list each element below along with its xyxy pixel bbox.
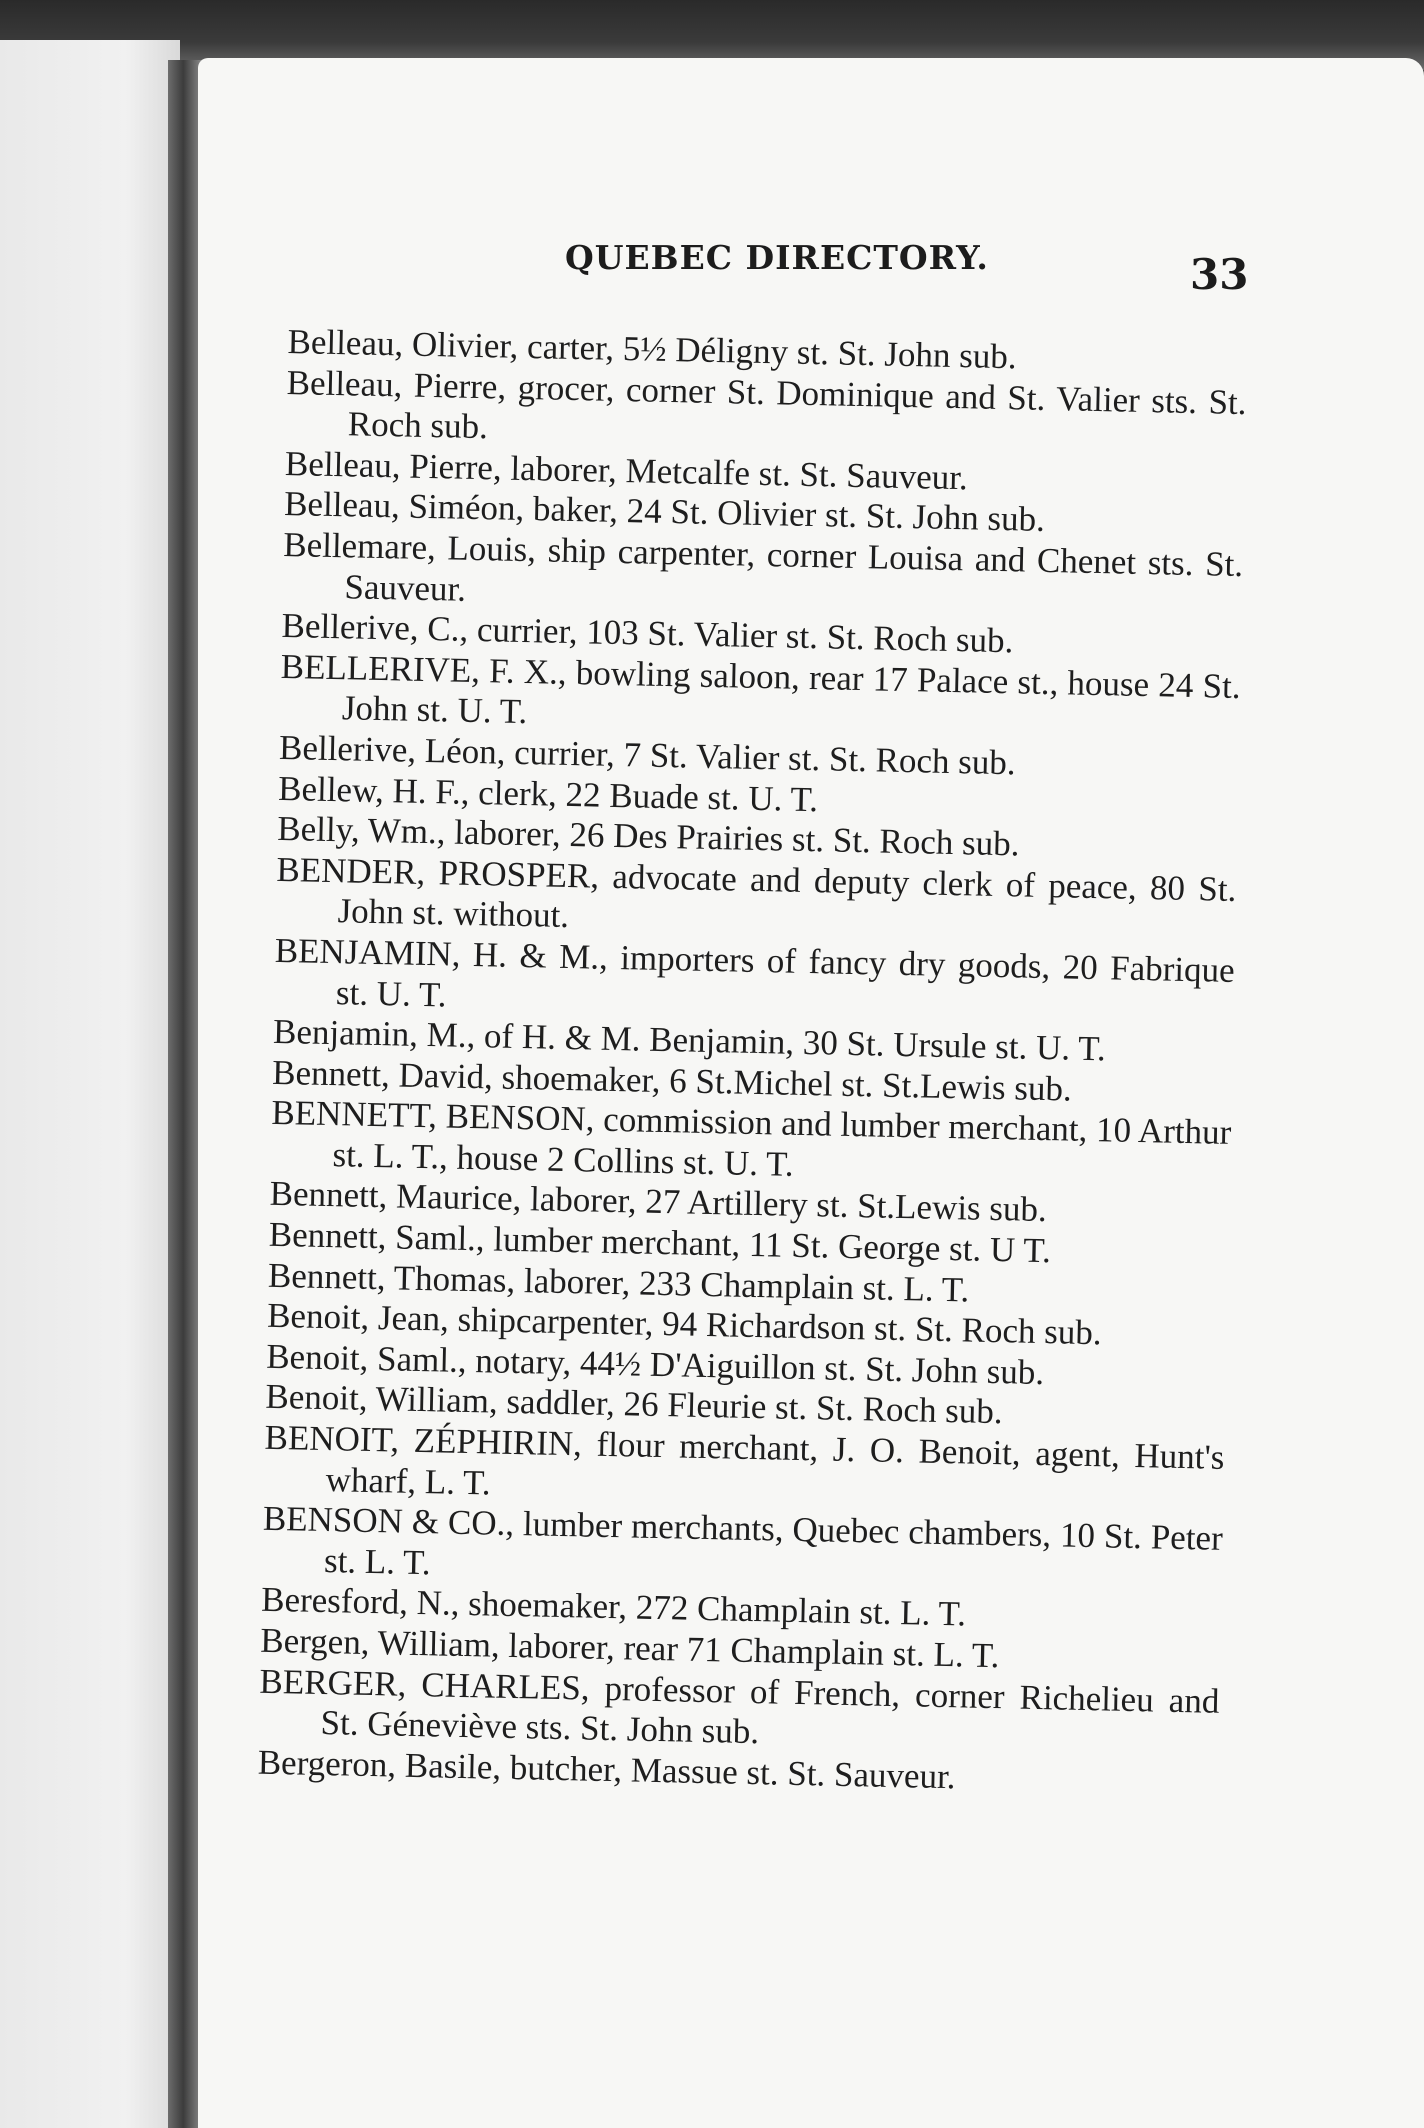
directory-entry: Bergeron, Basile, butcher, Massue st. St. Sauveur.: [257, 1742, 956, 1797]
directory-entry: Bellerive, Léon, currier, 7 St. Valier st. St. Roch sub.: [278, 727, 1017, 783]
directory-entry: Beresford, N., shoemaker, 272 Champlain st. L. T.: [260, 1580, 967, 1634]
directory-entry: Belleau, Pierre, laborer, Metcalfe st. St. Sauveur.: [284, 443, 969, 498]
directory-entry: Benoit, Saml., notary, 44½ D'Aiguillon st. St. John sub.: [265, 1336, 1045, 1392]
directory-entry: Benoit, William, saddler, 26 Fleurie st. St. Roch sub.: [265, 1377, 1004, 1432]
directory-entry: Bellemare, Louis, ship carpenter, corner Louisa and Chenet sts. St. Sauveur.: [282, 524, 1244, 609]
directory-entry: Bennett, Saml., lumber merchant, 11 St. George st. U T.: [268, 1214, 1052, 1271]
directory-entry: Benoit, Jean, shipcarpenter, 94 Richardson st. St. Roch sub.: [266, 1296, 1103, 1353]
directory-entry: BENDER, PROSPER, advocate and deputy clerk of peace, 80 St. John st. without.: [276, 849, 1237, 936]
running-header: QUEBEC DIRECTORY.: [565, 238, 989, 277]
directory-entry: Bergen, William, laborer, rear 71 Champlain st. L. T.: [259, 1620, 1000, 1676]
directory-entry: BERGER, CHARLES, professor of French, corner Richelieu and St. Géneviève sts. St. John sub.: [259, 1661, 1220, 1752]
directory-entry: Belleau, Siméon, baker, 24 St. Olivier st. St. John sub.: [283, 484, 1046, 540]
directory-entry: Bennett, Maurice, laborer, 27 Artillery st. St.Lewis sub.: [269, 1174, 1048, 1230]
directory-entries: [257, 322, 1247, 1803]
directory-entry: Belleau, Olivier, carter, 5½ Déligny st. St. John sub.: [287, 322, 1017, 377]
directory-entry: BENOIT, ZÉPHIRIN, flour merchant, J. O. Benoit, agent, Hunt's wharf, L. T.: [264, 1417, 1225, 1503]
directory-entry: BENNETT, BENSON, commission and lumber merchant, 10 Arthur st. L. T., house 2 Collins st. U. T.: [271, 1093, 1232, 1184]
directory-entry: Belleau, Pierre, grocer, corner St. Dominique and St. Valier sts. St. Roch sub.: [286, 362, 1247, 447]
directory-entry: BENJAMIN, H. & M., importers of fancy dry goods, 20 Fabrique st. U. T.: [274, 930, 1236, 1014]
book-gutter: [168, 60, 202, 2128]
directory-entry: BELLERIVE, F. X., bowling saloon, rear 17 Palace st., house 24 St. John st. U. T.: [280, 646, 1241, 732]
directory-entry: Benjamin, M., of H. & M. Benjamin, 30 St. Ursule st. U. T.: [272, 1011, 1107, 1069]
directory-entry: Belly, Wm., laborer, 26 Des Prairies st. St. Roch sub.: [276, 809, 1020, 864]
directory-entry: Bennett, David, shoemaker, 6 St.Michel st. St.Lewis sub.: [271, 1052, 1073, 1109]
directory-entry: Bellew, H. F., clerk, 22 Buade st. U. T.: [277, 768, 819, 819]
page-number: 33: [1190, 250, 1249, 299]
directory-entry: Bellerive, C., currier, 103 St. Valier st. St. Roch sub.: [281, 606, 1014, 661]
directory-entry: Bennett, Thomas, laborer, 233 Champlain st. L. T.: [267, 1255, 970, 1310]
facing-page-edge: [0, 40, 180, 2128]
directory-entry: BENSON & CO., lumber merchants, Quebec chambers, 10 St. Peter st. L. T.: [262, 1498, 1224, 1583]
